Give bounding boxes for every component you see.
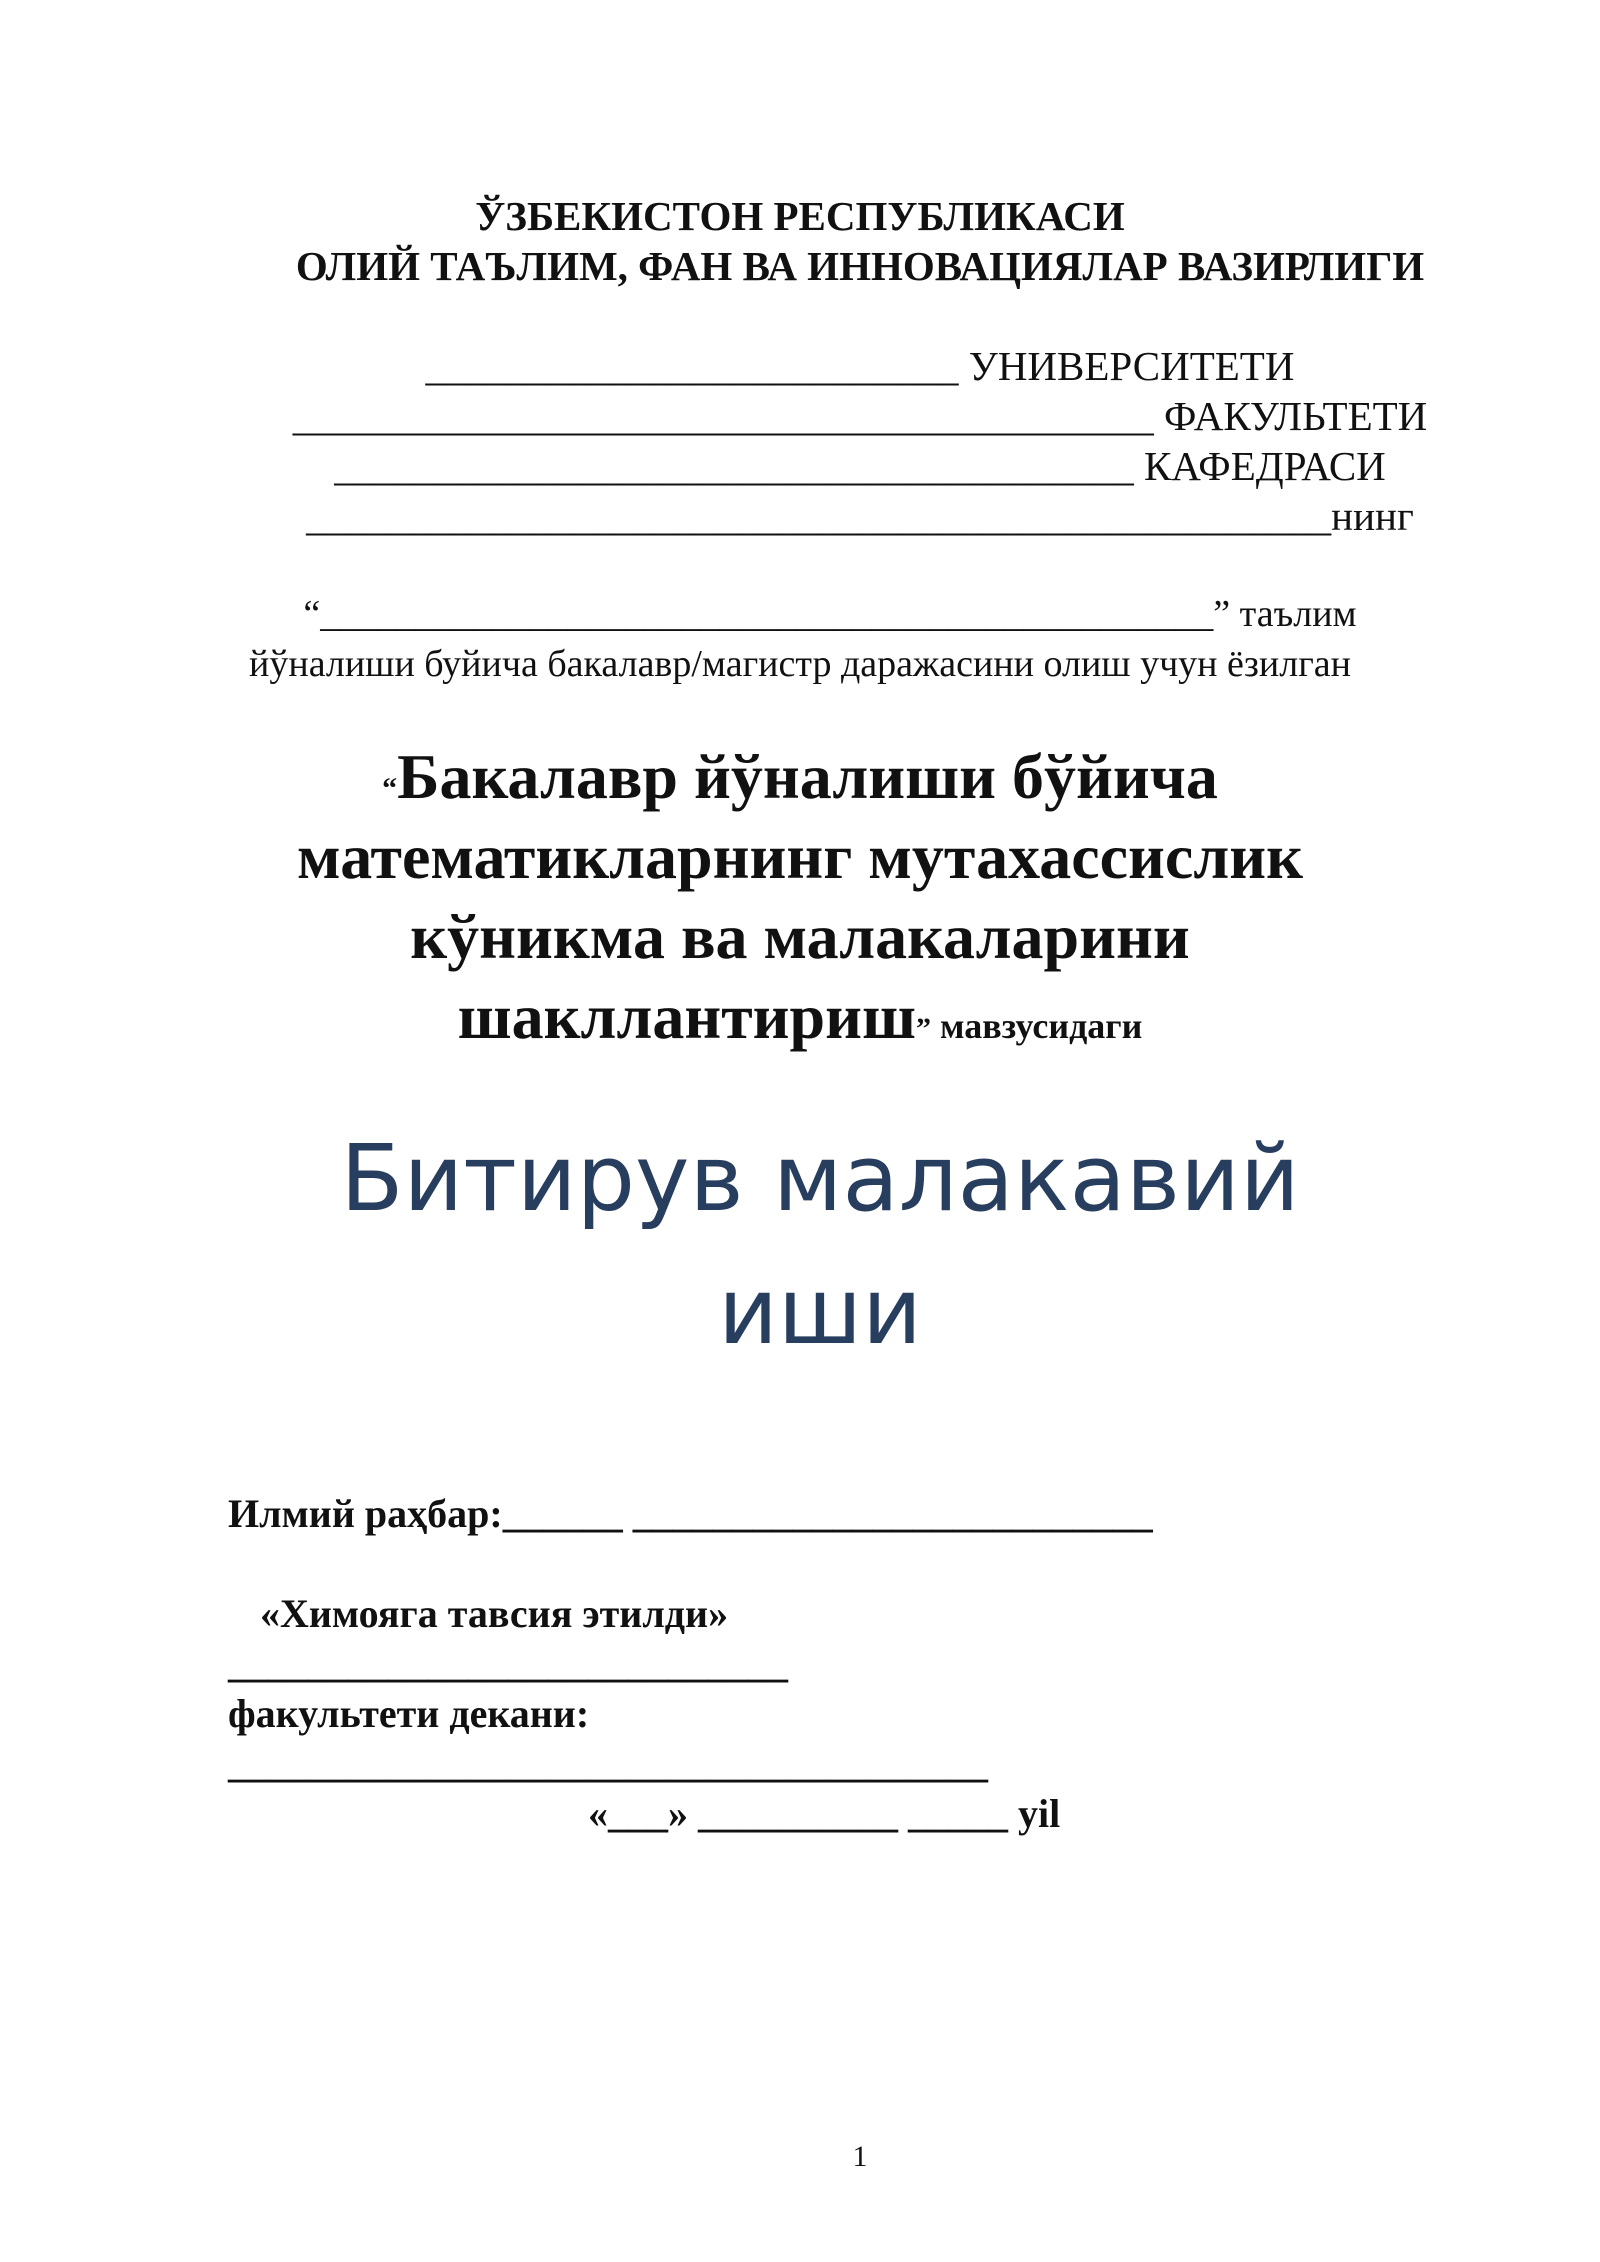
university-line: __________________________ УНИВЕРСИТЕТИ: [425, 343, 1295, 389]
topic-suffix: мавзусидаги: [931, 1006, 1143, 1046]
department-line: _______________________________________ КАФЕДРАСИ: [334, 443, 1386, 489]
ministry-line-1: ЎЗБЕКИСТОН РЕСПУБЛИКАСИ: [475, 193, 1125, 239]
topic-line-2: математикларнинг мутахассислик: [297, 821, 1303, 892]
topic-line-3: кўникма ва малакаларини: [410, 901, 1190, 972]
faculty-line: __________________________________________ ФАКУЛЬТЕТИ: [292, 393, 1428, 439]
specialty-line: “_______________________________________________” таълим: [303, 593, 1357, 635]
work-title-line-2: иши: [718, 1258, 922, 1365]
work-title-line-1: Битирув малакавий: [340, 1125, 1300, 1232]
topic-open-quote: “: [382, 772, 398, 805]
signature-blank-2: ______________________________________: [228, 1741, 988, 1786]
page-number: 1: [852, 2140, 868, 2173]
degree-line: йўналиши буйича бакалавр/магистр даражасини олиш учун ёзилган: [249, 643, 1351, 685]
topic-line-4: [0, 980, 1600, 1054]
supervisor-line: Илмий раҳбар:______ __________________________: [228, 1491, 1153, 1536]
topic-text-1: Бакалавр йўналиши бўйича: [397, 741, 1218, 812]
topic-line-1: [0, 740, 1600, 814]
signature-blank-1: ____________________________: [228, 1641, 788, 1686]
topic-text-4: шакллантириш: [457, 981, 917, 1052]
topic-close-quote: ”: [916, 1012, 932, 1045]
dean-line: факультети декани:: [228, 1691, 590, 1736]
owner-line: __________________________________________________нинг: [306, 493, 1414, 539]
recommended-line: «Химояга тавсия этилди»: [260, 1591, 729, 1636]
ministry-line-2: ОЛИЙ ТАЪЛИМ, ФАН ВА ИННОВАЦИЯЛАР ВАЗИРЛИГИ: [295, 243, 1425, 289]
date-line: «___» __________ _____ yil: [588, 1791, 1061, 1836]
